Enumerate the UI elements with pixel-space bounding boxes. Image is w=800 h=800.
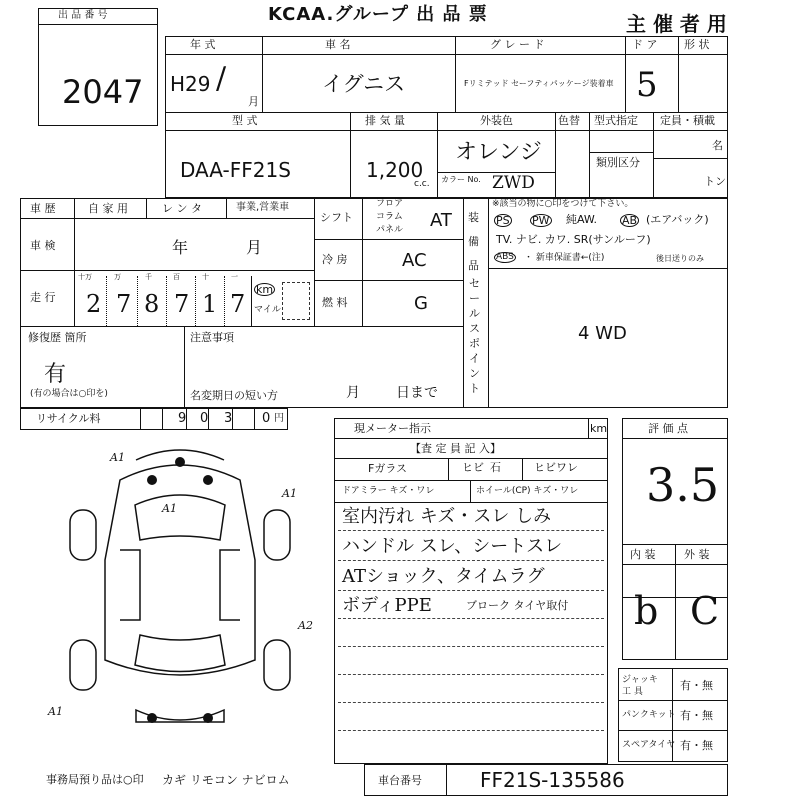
equip-abs[interactable]: ABS: [496, 252, 514, 262]
sales-point-label: セールスポイント: [469, 277, 480, 395]
capacity-label: 定員・積載: [660, 114, 715, 127]
interior-value: b: [634, 589, 659, 633]
year-label: 年 式: [190, 38, 216, 51]
chassis-label: 車台番号: [378, 774, 422, 787]
equip-alloy[interactable]: 純AW.: [566, 213, 598, 226]
score-label: 評 価 点: [648, 422, 688, 435]
year-slash: /: [216, 61, 227, 96]
digit-label-1: 一: [231, 273, 238, 281]
lot-number: 2047: [62, 73, 144, 111]
repair-label: 修復歴 箇所: [28, 331, 87, 344]
digit-label-10k: 万: [114, 273, 121, 281]
aircon-label: 冷 房: [322, 253, 348, 266]
form-title: KCAA.グループ 出 品 票: [268, 4, 488, 25]
equipment-label: 装 備 品: [468, 211, 479, 272]
category-label: 類別区分: [596, 156, 640, 169]
cc-value: 1,200: [366, 158, 424, 182]
f-glass-label: Fガラス: [368, 462, 407, 475]
shift-option-floor[interactable]: フロア: [376, 199, 404, 209]
jack-label: ジャッキ 工 具: [622, 675, 658, 697]
damage-mark-front: A1: [110, 451, 125, 464]
damage-mark-hood: A1: [162, 502, 177, 515]
recycle-digit-4: 0: [262, 411, 271, 426]
f-glass-val1[interactable]: ヒビ: [462, 461, 484, 474]
equipment-note: ※該当の物に○印をつけて下さい。: [492, 199, 634, 209]
lot-label: 出 品 番 号: [58, 10, 108, 21]
grade-value: Fリミテッド セーフティパッケージ装着車: [464, 79, 614, 88]
repair-value: 有: [44, 362, 67, 387]
name-label: 車 名: [325, 38, 351, 51]
exterior-label: 外 装: [684, 548, 710, 561]
model-label: 型 式: [232, 114, 258, 127]
office-note: 事務局預り品は○印: [46, 773, 144, 786]
score-value: 3.5: [646, 458, 720, 512]
meter-unit: km: [590, 422, 608, 435]
inspector-note-1: 室内汚れ キズ・スレ しみ: [342, 506, 552, 527]
color-value: オレンジ: [455, 140, 542, 165]
mileage-unit-mile[interactable]: マイル: [254, 305, 281, 315]
history-label: 車 歴: [30, 202, 56, 215]
inspector-note-3: ATショック、タイムラグ: [342, 566, 545, 587]
jack-yes-no[interactable]: 有・無: [680, 679, 713, 692]
spare-yes-no[interactable]: 有・無: [680, 739, 713, 752]
shape-label: 形 状: [684, 38, 710, 51]
recycle-digit-3: 3: [224, 411, 233, 426]
inspector-note-2: ハンドル スレ、シートスレ: [342, 536, 563, 557]
mileage-digit-100: 7: [174, 290, 190, 318]
fuel-label: 燃 料: [322, 296, 348, 309]
damage-mark-right-rear: A2: [298, 619, 313, 632]
digit-label-100k: 十万: [78, 273, 92, 281]
digit-label-10: 十: [202, 273, 209, 281]
equip-ps[interactable]: PS: [496, 214, 510, 227]
spare-label: スペアタイヤ: [622, 740, 676, 750]
history-option-private[interactable]: 自 家 用: [88, 202, 128, 215]
recycle-label: リサイクル料: [36, 412, 101, 425]
shift-value: AT: [430, 210, 452, 231]
mileage-digit-1: 7: [230, 290, 246, 318]
history-option-commercial[interactable]: 事業,営業車: [236, 202, 290, 213]
f-glass-val2[interactable]: 石: [490, 461, 501, 474]
mileage-digit-100k: 2: [86, 290, 102, 318]
equip-line3-note: 後日送りのみ: [656, 254, 704, 263]
inspector-title: 【査 定 員 記 入】: [410, 442, 501, 455]
deadline-label: 名変期日の短い方: [190, 389, 278, 402]
recolor-label: 色替: [558, 114, 580, 127]
color-no-value: ZWD: [492, 173, 535, 193]
capacity-unit2: トン: [704, 175, 726, 188]
grade-label: グ レ ー ド: [490, 38, 545, 51]
meter-label: 現メーター指示: [354, 422, 431, 435]
digit-label-1k: 千: [145, 273, 152, 281]
recycle-digit-1: 9: [178, 411, 187, 426]
f-glass-val3[interactable]: ヒビワレ: [534, 461, 578, 474]
inspector-note-4: ボディPPE: [342, 595, 432, 616]
cc-label: 排 気 量: [365, 114, 405, 127]
color-label: 外装色: [480, 114, 513, 127]
deadline-day: 日まで: [396, 385, 438, 401]
history-option-rental[interactable]: レ ン タ: [162, 202, 202, 215]
damage-mark-left-rear: A1: [48, 705, 63, 718]
car-diagram: [40, 440, 330, 740]
recycle-unit: 円: [274, 413, 284, 424]
door-mirror-label[interactable]: ドアミラー キズ・ワレ: [342, 486, 435, 496]
chassis-value: FF21S-135586: [480, 768, 625, 792]
capacity-unit1: 名: [712, 139, 723, 152]
mileage-label: 走 行: [30, 291, 56, 304]
name-value: イグニス: [322, 72, 406, 96]
mileage-unit-km[interactable]: km: [256, 283, 274, 296]
cc-unit: c.c.: [414, 179, 430, 189]
recycle-digit-2: 0: [200, 411, 209, 426]
mileage-digit-1k: 8: [144, 290, 160, 318]
shift-option-column[interactable]: コラム: [376, 212, 403, 222]
interior-label: 内 装: [630, 548, 656, 561]
year-value: H29: [170, 72, 211, 96]
digit-label-100: 百: [173, 273, 180, 281]
organizer-label: 主 催 者 用: [626, 12, 727, 36]
color-no-label: カラー No.: [441, 175, 481, 184]
equip-ab[interactable]: AB: [622, 214, 638, 227]
damage-mark-right-front: A1: [282, 487, 297, 500]
mileage-check-box: [282, 282, 310, 320]
model-value: DAA-FF21S: [180, 158, 291, 182]
inspection-month-unit: 月: [246, 238, 263, 257]
shift-label: シフト: [320, 211, 353, 224]
door-value: 5: [636, 65, 658, 105]
repair-note: (有の場合は○印を): [30, 389, 108, 399]
equip-line2[interactable]: TV. ナビ. カワ. SR(サンルーフ): [496, 233, 651, 246]
model-designation-label: 型式指定: [594, 114, 638, 127]
deadline-month: 月: [346, 385, 360, 401]
equip-line3[interactable]: ・ 新車保証書←(注): [524, 253, 605, 263]
wheel-label[interactable]: ホイール(CP) キズ・ワレ: [476, 486, 579, 496]
office-items: カギ リモコン ナビロム: [162, 773, 290, 787]
aircon-value: AC: [402, 250, 427, 271]
notes-label: 注意事項: [190, 331, 234, 344]
exterior-value: C: [690, 589, 720, 633]
equip-ab-note: (エアバック): [646, 213, 709, 226]
sales-point-value: 4 WD: [578, 323, 627, 344]
inspector-note-4-extra: ブローク タイヤ取付: [466, 599, 569, 612]
equip-pw[interactable]: PW: [532, 214, 550, 227]
inspection-year-unit: 年: [172, 238, 189, 257]
mileage-digit-10k: 7: [116, 290, 132, 318]
shift-option-panel[interactable]: パネル: [376, 225, 404, 235]
puncture-label: パンクキット: [622, 710, 676, 720]
door-label: ド ア: [632, 38, 658, 51]
fuel-value: G: [414, 293, 428, 314]
inspection-label: 車 検: [30, 239, 56, 252]
mileage-digit-10: 1: [202, 290, 218, 318]
month-unit: 月: [248, 95, 259, 108]
puncture-yes-no[interactable]: 有・無: [680, 709, 713, 722]
